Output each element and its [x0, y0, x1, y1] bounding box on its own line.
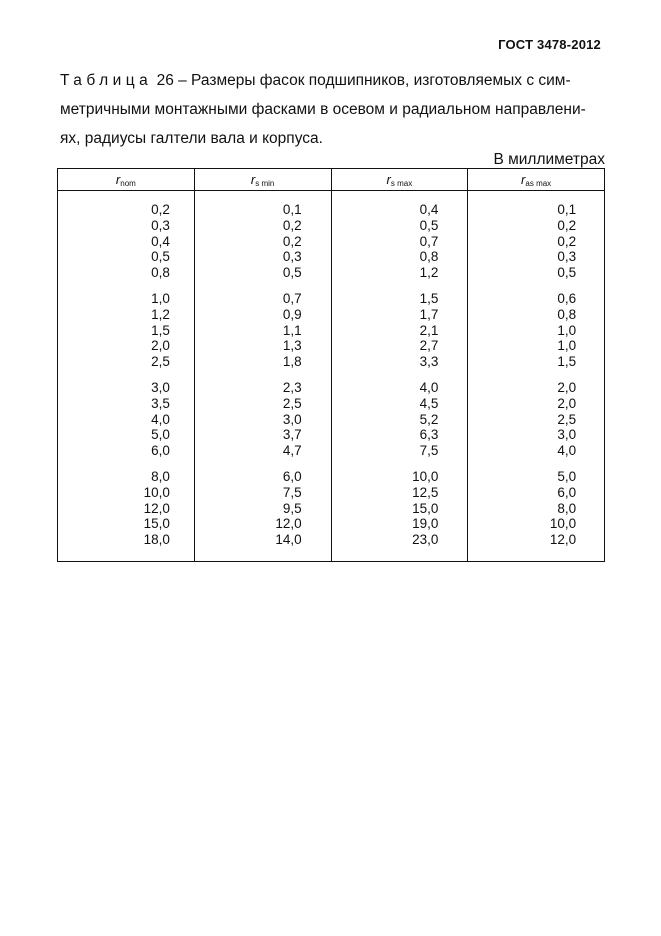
- table-cell: 8,0: [151, 468, 170, 484]
- row-group: [82, 291, 170, 370]
- table-cell: 4,0: [557, 443, 577, 459]
- table-cell: 1,5: [419, 290, 439, 306]
- column-header-r-nom: [58, 169, 195, 191]
- table-cell: 12,0: [143, 500, 170, 516]
- column-symbol: r: [115, 171, 121, 187]
- table-cell: 5,0: [557, 468, 577, 484]
- table-cell: 0,3: [557, 249, 577, 265]
- table-cell: 12,5: [412, 484, 439, 500]
- table-cell: 4,0: [151, 411, 170, 427]
- table-cell: 6,3: [419, 427, 439, 443]
- table-cell: 1,5: [557, 354, 577, 370]
- units-note: В миллиметрах: [493, 151, 605, 168]
- row-group: [496, 469, 576, 548]
- table-caption: [60, 66, 605, 153]
- table-cell: 0,5: [557, 265, 577, 281]
- column-rs-max: [331, 191, 468, 562]
- table-cell: 0,2: [557, 233, 577, 249]
- table-cell: 2,1: [419, 322, 439, 338]
- row-group: [224, 469, 302, 548]
- table-cell: 0,7: [282, 290, 302, 306]
- table-cell: 5,0: [151, 427, 170, 443]
- table-cell: 0,9: [282, 306, 302, 322]
- column-subscript: as max: [525, 178, 552, 188]
- row-group: [360, 291, 438, 370]
- table-cell: 10,0: [143, 484, 170, 500]
- table-cell: 0,1: [282, 202, 302, 217]
- table-cell: 0,5: [151, 249, 170, 265]
- column-subscript: nom: [120, 178, 136, 188]
- table-cell: 0,2: [557, 217, 577, 233]
- table-cell: 3,0: [151, 379, 170, 395]
- table-cell: 19,0: [412, 516, 439, 532]
- table-cell: 1,2: [151, 306, 170, 322]
- caption-line-3: ях, радиусы галтели вала и корпуса.: [60, 130, 323, 147]
- row-group: [496, 380, 576, 459]
- table-cell: 6,0: [557, 484, 577, 500]
- table-cell: 0,8: [419, 249, 439, 265]
- table-cell: 0,3: [282, 249, 302, 265]
- table-cell: 7,5: [282, 484, 302, 500]
- row-group: [82, 469, 170, 548]
- table-cell: 0,8: [151, 265, 170, 281]
- table-cell: 1,2: [419, 265, 439, 281]
- table-cell: 0,3: [151, 217, 170, 233]
- column-values: [360, 191, 438, 561]
- row-group: [82, 380, 170, 459]
- table-cell: 15,0: [143, 516, 170, 532]
- table-cell: 7,5: [419, 443, 439, 459]
- chamfer-dimensions-table: [57, 168, 605, 562]
- table-cell: 4,0: [419, 379, 439, 395]
- caption-line-2: метричными монтажными фасками в осевом и радиальном направлени-: [60, 101, 586, 118]
- column-header-rs-min: [194, 169, 331, 191]
- table-cell: 1,0: [557, 338, 577, 354]
- table-cell: 2,5: [282, 395, 302, 411]
- column-values: [496, 191, 576, 561]
- row-group: [224, 291, 302, 370]
- column-symbol: r: [250, 171, 256, 187]
- table-label: Таблица: [60, 72, 153, 89]
- row-group: [496, 291, 576, 370]
- column-values: [224, 191, 302, 561]
- row-group: [360, 380, 438, 459]
- table-cell: 6,0: [282, 468, 302, 484]
- caption-line-1: 26 – Размеры фасок подшипников, изготовляемых с сим-: [152, 72, 571, 89]
- table-cell: 8,0: [557, 500, 577, 516]
- table-cell: 0,2: [151, 202, 170, 217]
- table-cell: 2,0: [557, 395, 577, 411]
- table-cell: 1,8: [282, 354, 302, 370]
- table-cell: 10,0: [549, 516, 577, 532]
- table-cell: 0,8: [557, 306, 577, 322]
- table-cell: 0,4: [419, 202, 439, 217]
- table-cell: 0,2: [282, 233, 302, 249]
- table-cell: 4,7: [282, 443, 302, 459]
- table-cell: 4,5: [419, 395, 439, 411]
- table-cell: 5,2: [419, 411, 439, 427]
- document-code: ГОСТ 3478-2012: [498, 37, 601, 52]
- table-cell: 3,3: [419, 354, 439, 370]
- table-cell: 3,0: [282, 411, 302, 427]
- table-header-row: [58, 169, 605, 191]
- table-cell: 18,0: [143, 532, 170, 548]
- table-cell: 0,7: [419, 233, 439, 249]
- table-cell: 1,7: [419, 306, 439, 322]
- table-cell: 3,7: [282, 427, 302, 443]
- table-cell: 6,0: [151, 443, 170, 459]
- column-symbol: r: [386, 171, 391, 187]
- table-body-row: [58, 191, 605, 562]
- table-cell: 2,7: [419, 338, 439, 354]
- table-cell: 2,3: [282, 379, 302, 395]
- column-subscript: s max: [390, 178, 413, 188]
- row-group: [360, 202, 438, 281]
- table-cell: 10,0: [412, 468, 439, 484]
- table-cell: 1,0: [557, 322, 577, 338]
- column-r-nom: [58, 191, 195, 562]
- table-cell: 0,6: [557, 290, 577, 306]
- row-group: [224, 202, 302, 281]
- column-values: [82, 191, 170, 561]
- table-cell: 1,3: [282, 338, 302, 354]
- table-cell: 2,5: [151, 354, 170, 370]
- column-header-rs-max: [331, 169, 468, 191]
- table-cell: 2,0: [151, 338, 170, 354]
- column-ras-max: [468, 191, 605, 562]
- table-cell: 0,5: [419, 217, 439, 233]
- column-subscript: s min: [255, 178, 275, 188]
- table-cell: 23,0: [412, 532, 439, 548]
- row-group: [82, 202, 170, 281]
- table-cell: 0,2: [282, 217, 302, 233]
- table-cell: 15,0: [412, 500, 439, 516]
- table-cell: 3,0: [557, 427, 577, 443]
- table-cell: 9,5: [282, 500, 302, 516]
- table-cell: 2,5: [557, 411, 577, 427]
- table-cell: 3,5: [151, 395, 170, 411]
- table-cell: 0,4: [151, 233, 170, 249]
- table-cell: 0,5: [282, 265, 302, 281]
- row-group: [360, 469, 438, 548]
- column-symbol: r: [521, 171, 526, 187]
- row-group: [496, 202, 576, 281]
- table-cell: 1,5: [151, 322, 170, 338]
- column-rs-min: [194, 191, 331, 562]
- column-header-ras-max: [468, 169, 605, 191]
- table-cell: 0,1: [557, 202, 577, 217]
- table-cell: 1,0: [151, 290, 170, 306]
- row-group: [224, 380, 302, 459]
- table-cell: 14,0: [275, 532, 302, 548]
- table-cell: 12,0: [275, 516, 302, 532]
- table-cell: 1,1: [282, 322, 302, 338]
- table-cell: 12,0: [549, 532, 577, 548]
- table-cell: 2,0: [557, 379, 577, 395]
